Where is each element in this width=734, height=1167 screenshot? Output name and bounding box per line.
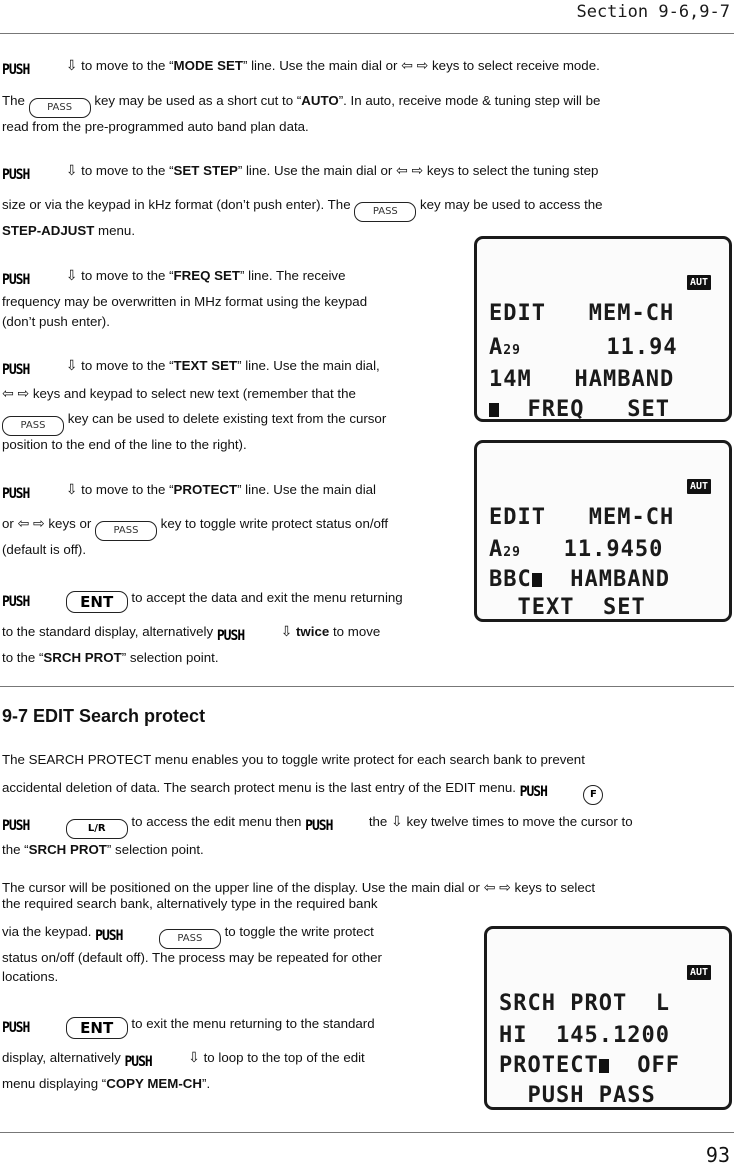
left-arrow-icon: ⇦ (396, 163, 408, 179)
header-rule (0, 33, 734, 34)
lcd-line: SRCH PROT L (499, 991, 670, 1016)
aut-badge: AUT (687, 479, 711, 494)
bold-protect: PROTECT (173, 482, 238, 497)
text: ”. In auto, receive mode & tuning step will be (338, 93, 601, 108)
lcd-text: A (489, 537, 504, 562)
text-line: read from the pre-programmed auto band plan data. (2, 119, 309, 134)
left-arrow-icon: ⇦ (483, 880, 496, 896)
lcd-text: 29 (503, 545, 521, 560)
aut-badge: AUT (687, 275, 711, 290)
paragraph-keypad (2, 924, 374, 949)
bold-twice: twice (296, 624, 330, 639)
left-arrow-icon: ⇦ (401, 58, 413, 74)
aut-badge: AUT (687, 965, 711, 980)
text: ”. (202, 1076, 211, 1091)
text: via the keypad. (2, 924, 92, 939)
lcd-line: EDIT MEM-CH (489, 301, 675, 326)
lcd-display-srch-prot (484, 926, 732, 1110)
bold-mode-set: MODE SET (173, 58, 243, 73)
text: to the “ (2, 650, 44, 665)
down-arrow-icon: ⇩ (65, 163, 78, 179)
paragraph-exit-3 (2, 1076, 210, 1091)
lcd-text: 11.9450 (520, 537, 664, 562)
right-arrow-icon: ⇨ (411, 163, 424, 179)
lcd-text: 11.94 (520, 335, 678, 360)
pass-key-icon: PASS (95, 521, 157, 541)
push-icon: PUSH (216, 628, 245, 645)
lcd-display-freq-set (474, 236, 732, 422)
text: size or via the keypad in kHz format (don’t push enter). The (2, 197, 351, 212)
cursor-icon (599, 1059, 609, 1073)
push-icon: PUSH (519, 784, 547, 801)
f-key-icon: F (583, 785, 603, 805)
push-icon: PUSH (2, 486, 30, 503)
text: keys and keypad to select new text (remember that the (32, 386, 356, 401)
text: to move to the “ (81, 163, 174, 178)
text: keys to select receive mode. (432, 58, 600, 73)
paragraph-accept (2, 590, 403, 613)
paragraph-text-set (2, 358, 380, 381)
paragraph-protect-2 (2, 516, 388, 541)
text: The (2, 93, 25, 108)
text: key to toggle write protect status on/off (160, 516, 389, 531)
right-arrow-icon: ⇨ (416, 58, 429, 74)
paragraph-set-step-2 (2, 197, 603, 222)
text: display, alternatively (2, 1050, 121, 1065)
page-number: 93 (705, 1143, 730, 1167)
lcd-line: PUSH PASS (499, 1083, 656, 1108)
lcd-line: TEXT SET (489, 595, 646, 620)
ent-key-icon: ENT (66, 1017, 128, 1039)
text-line: locations. (2, 969, 59, 984)
push-icon: PUSH (305, 818, 333, 835)
paragraph-protect (2, 482, 376, 505)
text: to loop to the top of the edit (203, 1050, 365, 1065)
down-arrow-icon: ⇩ (65, 58, 78, 74)
text: to move to the “ (81, 482, 174, 497)
paragraph-accept-3 (2, 650, 219, 665)
text: to exit the menu returning to the standard (131, 1016, 375, 1031)
text: to accept the data and exit the menu returning (131, 590, 403, 605)
push-icon: PUSH (2, 167, 30, 184)
lcd-line: EDIT MEM-CH (489, 505, 675, 530)
bold-freq-set: FREQ SET (173, 268, 241, 283)
section-header: Section 9-6,9-7 (576, 2, 730, 22)
text-line: position to the end of the line to the right). (2, 437, 247, 452)
bold-copy-mem-ch: COPY MEM-CH (106, 1076, 203, 1091)
paragraph-text-set-3 (2, 411, 386, 436)
down-arrow-icon: ⇩ (65, 358, 78, 374)
text: to access the edit menu then (131, 814, 302, 829)
paragraph-auto (2, 93, 600, 118)
lcd-text: BBC (489, 567, 532, 592)
lcd-text: OFF (608, 1053, 680, 1078)
text-line: The SEARCH PROTECT menu enables you to toggle write protect for each search bank to prevent (2, 752, 585, 767)
text: to move to the “ (81, 58, 174, 73)
down-arrow-icon: ⇩ (65, 268, 78, 284)
lcd-text: PROTECT (499, 1053, 599, 1078)
text: keys to select (514, 880, 596, 895)
text: to the standard display, alternatively (2, 624, 214, 639)
text: ” line. The receive (240, 268, 346, 283)
lcd-line (489, 537, 663, 562)
lr-key-icon: L/R (66, 819, 128, 839)
bold-srch-prot: SRCH PROT (43, 650, 122, 665)
down-arrow-icon: ⇩ (65, 482, 78, 498)
down-arrow-icon: ⇩ (280, 624, 293, 640)
paragraph-mode-set (2, 58, 600, 81)
text: ” selection point. (121, 650, 219, 665)
down-arrow-icon: ⇩ (391, 814, 403, 830)
text: The cursor will be positioned on the upper line of the display. Use the main dial or (2, 880, 480, 895)
text: to move to the “ (81, 358, 174, 373)
section-title: 9-7 EDIT Search protect (2, 706, 206, 726)
lcd-line (499, 1053, 680, 1078)
text: to move to the “ (81, 268, 174, 283)
left-arrow-icon: ⇦ (17, 516, 30, 532)
lcd-line (489, 397, 670, 422)
pass-key-icon: PASS (159, 929, 221, 949)
paragraph-accept-2 (2, 624, 380, 647)
text: to move (329, 624, 381, 639)
paragraph-search-protect (2, 780, 603, 805)
push-icon: PUSH (2, 818, 30, 835)
paragraph-set-step (2, 163, 598, 186)
section-rule (0, 686, 734, 687)
push-icon: PUSH (95, 928, 123, 945)
text: ” line. Use the main dial or (237, 163, 393, 178)
lcd-line: 14M HAMBAND (489, 367, 675, 392)
pass-key-icon: PASS (2, 416, 64, 436)
text: ” line. Use the main dial, (237, 358, 380, 373)
lcd-display-text-set (474, 440, 732, 622)
paragraph-freq-set (2, 268, 345, 291)
text: the “ (2, 842, 29, 857)
bold-srch-prot: SRCH PROT (28, 842, 107, 857)
text: key twelve times to move the cursor to (406, 814, 633, 829)
push-icon: PUSH (2, 362, 30, 379)
text: accidental deletion of data. The search protect menu is the last entry of the EDIT menu. (2, 780, 516, 795)
lcd-line: HI 145.1200 (499, 1023, 670, 1048)
text-line: status on/off (default off). The process may be repeated for other (2, 950, 382, 965)
text: key may be used to access the (420, 197, 603, 212)
paragraph-access-edit (2, 814, 633, 839)
bold-step-adjust: STEP-ADJUST (2, 223, 95, 238)
cursor-icon (532, 573, 542, 587)
text: menu. (94, 223, 136, 238)
lcd-line (489, 567, 670, 592)
push-icon: PUSH (2, 1020, 30, 1037)
paragraph-access-edit-2 (2, 842, 204, 857)
text: menu displaying “ (2, 1076, 107, 1091)
text: ” selection point. (106, 842, 204, 857)
right-arrow-icon: ⇨ (499, 880, 511, 896)
text: the (368, 814, 388, 829)
paragraph-text-set-2 (2, 386, 356, 402)
lcd-text: HAMBAND (541, 567, 670, 592)
right-arrow-icon: ⇨ (32, 516, 45, 532)
down-arrow-icon: ⇩ (188, 1050, 200, 1066)
text-line: (default is off). (2, 542, 87, 557)
bold-auto: AUTO (301, 93, 339, 108)
lcd-text: 29 (503, 343, 521, 358)
ent-key-icon: ENT (66, 591, 128, 613)
text: ” line. Use the main dial or (242, 58, 398, 73)
paragraph-exit (2, 1016, 375, 1039)
paragraph-exit-2 (2, 1050, 365, 1073)
bold-text-set: TEXT SET (173, 358, 238, 373)
text: keys or (48, 516, 92, 531)
text-line: (don’t push enter). (2, 314, 110, 329)
bold-set-step: SET STEP (173, 163, 238, 178)
text: ” line. Use the main dial (237, 482, 377, 497)
push-icon: PUSH (2, 594, 30, 611)
push-icon: PUSH (124, 1054, 152, 1071)
push-icon: PUSH (2, 272, 30, 289)
cursor-icon (489, 403, 499, 417)
left-arrow-icon: ⇦ (2, 386, 14, 402)
text: key may be used as a short cut to “ (94, 93, 302, 108)
text: key can be used to delete existing text from the cursor (67, 411, 387, 426)
push-icon: PUSH (2, 62, 30, 79)
pass-key-icon: PASS (354, 202, 416, 222)
text-line: frequency may be overwritten in MHz format using the keypad (2, 294, 368, 309)
pass-key-icon: PASS (29, 98, 91, 118)
text: or (2, 516, 14, 531)
lcd-text: A (489, 335, 504, 360)
text-line: the required search bank, alternatively type in the required bank (2, 896, 378, 911)
right-arrow-icon: ⇨ (17, 386, 30, 402)
text: keys to select the tuning step (426, 163, 599, 178)
lcd-text: FREQ SET (499, 397, 670, 422)
lcd-line (489, 335, 678, 360)
paragraph-cursor (2, 880, 595, 896)
paragraph-set-step-3 (2, 223, 135, 238)
text: to toggle the write protect (224, 924, 374, 939)
footer-rule (0, 1132, 734, 1133)
